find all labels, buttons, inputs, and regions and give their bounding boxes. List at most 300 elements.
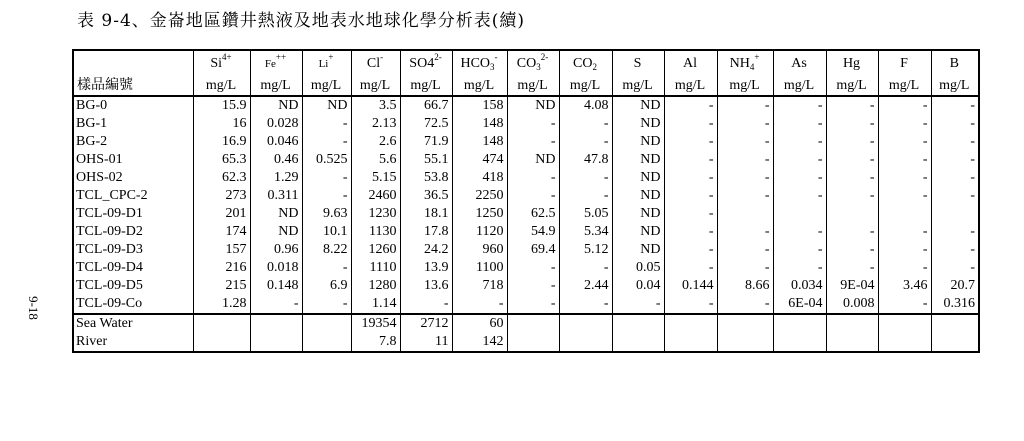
value-cell: 13.9 (400, 259, 452, 277)
column-name: Hg (842, 56, 861, 71)
value-cell: 72.5 (400, 115, 452, 133)
value-cell: ND (612, 96, 664, 115)
value-cell: - (664, 151, 717, 169)
value-cell: 1.29 (250, 169, 302, 187)
column-name: Al (683, 56, 697, 71)
value-cell: 18.1 (400, 205, 452, 223)
sample-id-cell: TCL-09-Co (76, 296, 143, 311)
value-cell: - (559, 133, 612, 151)
value-cell: - (664, 205, 717, 223)
table-row (73, 259, 979, 277)
value-cell: 174 (193, 223, 250, 241)
value-cell: - (452, 295, 507, 314)
value-cell: 55.1 (400, 151, 452, 169)
value-cell: - (773, 96, 826, 115)
value-cell: 9.63 (302, 205, 351, 223)
value-cell: 2.6 (351, 133, 400, 151)
value-cell: - (773, 133, 826, 151)
header-units-row (73, 77, 979, 96)
value-cell: 69.4 (507, 241, 559, 259)
value-cell: ND (612, 241, 664, 259)
value-cell: - (717, 169, 773, 187)
value-cell: - (717, 259, 773, 277)
value-cell (931, 205, 979, 223)
value-cell: - (826, 223, 878, 241)
value-cell: 62.3 (193, 169, 250, 187)
value-cell: 7.8 (351, 333, 400, 352)
column-name: SO4 (409, 56, 435, 71)
value-cell: - (612, 295, 664, 314)
value-cell: 0.311 (250, 187, 302, 205)
value-cell: 11 (400, 333, 452, 352)
value-cell: 158 (452, 96, 507, 115)
table-row (73, 277, 979, 295)
value-cell: 0.04 (612, 277, 664, 295)
value-cell (664, 333, 717, 352)
value-cell: ND (250, 96, 302, 115)
value-cell: ND (507, 151, 559, 169)
value-cell: - (773, 169, 826, 187)
column-unit: mg/L (250, 77, 302, 96)
value-cell: - (878, 241, 931, 259)
value-cell (773, 205, 826, 223)
table-row (73, 187, 979, 205)
value-cell (717, 333, 773, 352)
column-superscript: - (494, 52, 498, 62)
column-name: NH (729, 56, 750, 71)
value-cell: 36.5 (400, 187, 452, 205)
value-cell: 1120 (452, 223, 507, 241)
value-cell: ND (612, 133, 664, 151)
analysis-table (72, 49, 980, 353)
value-cell: - (507, 259, 559, 277)
value-cell (193, 333, 250, 352)
value-cell (302, 333, 351, 352)
value-cell: 148 (452, 115, 507, 133)
column-unit: mg/L (664, 77, 717, 96)
column-unit: mg/L (507, 77, 559, 96)
column-subscript: 4 (749, 62, 755, 72)
value-cell: 0.046 (250, 133, 302, 151)
value-cell: - (773, 187, 826, 205)
value-cell: 5.34 (559, 223, 612, 241)
value-cell (717, 205, 773, 223)
table-row (73, 314, 979, 333)
value-cell: 24.2 (400, 241, 452, 259)
value-cell: 6.9 (302, 277, 351, 295)
value-cell: - (878, 151, 931, 169)
sample-id-cell: TCL-09-D3 (76, 242, 143, 257)
value-cell: - (664, 223, 717, 241)
value-cell: - (717, 133, 773, 151)
value-cell: - (507, 133, 559, 151)
value-cell: 0.148 (250, 277, 302, 295)
value-cell (193, 314, 250, 333)
sample-id-cell: TCL-09-D1 (76, 206, 143, 221)
value-cell: - (826, 115, 878, 133)
value-cell: - (826, 169, 878, 187)
value-cell (612, 333, 664, 352)
value-cell (878, 333, 931, 352)
value-cell: - (717, 115, 773, 133)
column-superscript: 2- (540, 52, 549, 62)
value-cell (878, 314, 931, 333)
value-cell (250, 333, 302, 352)
sample-id-cell: OHS-02 (76, 170, 123, 185)
value-cell: 2460 (351, 187, 400, 205)
value-cell: - (400, 295, 452, 314)
value-cell: - (559, 259, 612, 277)
column-unit: mg/L (931, 77, 979, 96)
value-cell: - (826, 241, 878, 259)
value-cell (250, 314, 302, 333)
value-cell: - (664, 169, 717, 187)
value-cell: 0.46 (250, 151, 302, 169)
value-cell: - (559, 295, 612, 314)
column-header (452, 50, 507, 77)
value-cell: - (664, 241, 717, 259)
value-cell: 71.9 (400, 133, 452, 151)
value-cell (559, 314, 612, 333)
value-cell: 6E-04 (773, 295, 826, 314)
value-cell: 9E-04 (826, 277, 878, 295)
value-cell (664, 314, 717, 333)
sample-id-cell: BG-0 (76, 98, 108, 113)
sample-id-cell: TCL-09-D2 (76, 224, 143, 239)
value-cell: 60 (452, 314, 507, 333)
value-cell (773, 314, 826, 333)
table-row (73, 96, 979, 115)
page-title: 表 9-4、金崙地區鑽井熱液及地表水地球化學分析表(續) (77, 11, 526, 31)
value-cell (826, 205, 878, 223)
column-header (302, 50, 351, 77)
column-unit: mg/L (302, 77, 351, 96)
value-cell: ND (250, 223, 302, 241)
column-header (400, 50, 452, 77)
value-cell: - (878, 133, 931, 151)
value-cell: - (717, 151, 773, 169)
value-cell (826, 333, 878, 352)
column-header (507, 50, 559, 77)
value-cell: - (664, 259, 717, 277)
value-cell: 3.5 (351, 96, 400, 115)
value-cell: 1.28 (193, 295, 250, 314)
value-cell: 201 (193, 205, 250, 223)
value-cell: - (773, 151, 826, 169)
value-cell: 16.9 (193, 133, 250, 151)
value-cell: - (826, 259, 878, 277)
value-cell: 142 (452, 333, 507, 352)
value-cell: 1250 (452, 205, 507, 223)
value-cell: ND (302, 96, 351, 115)
value-cell: 5.12 (559, 241, 612, 259)
value-cell: 718 (452, 277, 507, 295)
column-subscript: 2 (592, 62, 597, 72)
value-cell: - (773, 223, 826, 241)
header-names-row (73, 50, 979, 77)
value-cell: - (302, 169, 351, 187)
value-cell: 2.44 (559, 277, 612, 295)
value-cell: - (507, 187, 559, 205)
value-cell: - (302, 187, 351, 205)
value-cell: - (931, 259, 979, 277)
table-row (73, 115, 979, 133)
column-unit: mg/L (773, 77, 826, 96)
value-cell: ND (507, 96, 559, 115)
column-name: Fe (264, 58, 276, 70)
value-cell: 4.08 (559, 96, 612, 115)
value-cell: - (664, 96, 717, 115)
column-name: Li (318, 58, 329, 70)
column-name: F (900, 56, 908, 71)
column-header (773, 50, 826, 77)
column-header (931, 50, 979, 77)
value-cell (931, 314, 979, 333)
value-cell: 53.8 (400, 169, 452, 187)
value-cell (612, 314, 664, 333)
column-unit: mg/L (826, 77, 878, 96)
value-cell: - (931, 241, 979, 259)
value-cell: - (878, 169, 931, 187)
table-row (73, 223, 979, 241)
sample-id-cell: TCL-09-D4 (76, 260, 143, 275)
sample-id-cell: River (76, 334, 108, 349)
table-row (73, 333, 979, 352)
value-cell: ND (250, 205, 302, 223)
value-cell: - (507, 169, 559, 187)
value-cell (507, 333, 559, 352)
table-row (73, 295, 979, 314)
value-cell: - (717, 223, 773, 241)
value-cell: - (773, 115, 826, 133)
value-cell: 157 (193, 241, 250, 259)
sample-id-cell: OHS-01 (76, 152, 123, 167)
value-cell: 47.8 (559, 151, 612, 169)
value-cell: 17.8 (400, 223, 452, 241)
value-cell: 66.7 (400, 96, 452, 115)
value-cell: 1130 (351, 223, 400, 241)
column-header (826, 50, 878, 77)
value-cell: 1260 (351, 241, 400, 259)
value-cell: 0.018 (250, 259, 302, 277)
value-cell: - (773, 259, 826, 277)
value-cell: - (931, 169, 979, 187)
column-unit: mg/L (351, 77, 400, 96)
column-unit: mg/L (400, 77, 452, 96)
value-cell: - (664, 115, 717, 133)
value-cell (559, 333, 612, 352)
column-subscript: 3 (536, 62, 541, 72)
value-cell: 3.46 (878, 277, 931, 295)
value-cell: - (664, 133, 717, 151)
surface-water-body (73, 314, 979, 352)
column-unit: mg/L (717, 77, 773, 96)
column-unit: mg/L (878, 77, 931, 96)
value-cell: 474 (452, 151, 507, 169)
sample-id-cell: Sea Water (73, 314, 193, 333)
value-cell: 148 (452, 133, 507, 151)
value-cell: 19354 (351, 314, 400, 333)
value-cell: 2.13 (351, 115, 400, 133)
value-cell (507, 314, 559, 333)
value-cell (826, 314, 878, 333)
column-superscript: 4+ (222, 52, 232, 62)
value-cell: - (559, 187, 612, 205)
value-cell: 54.9 (507, 223, 559, 241)
column-superscript: ++ (275, 52, 287, 62)
value-cell: 13.6 (400, 277, 452, 295)
column-superscript: - (380, 52, 384, 62)
column-header (193, 50, 250, 77)
table-row (73, 241, 979, 259)
column-name: S (633, 56, 642, 71)
column-superscript: 2- (434, 52, 442, 62)
table-row (73, 133, 979, 151)
value-cell: 5.05 (559, 205, 612, 223)
value-cell: - (826, 96, 878, 115)
value-cell: - (878, 115, 931, 133)
value-cell: - (302, 133, 351, 151)
sample-id-cell: TCL-09-D5 (76, 278, 143, 293)
column-name: HCO (460, 56, 491, 71)
value-cell: - (826, 187, 878, 205)
value-cell: 2712 (400, 314, 452, 333)
value-cell: - (826, 151, 878, 169)
column-header (250, 50, 302, 77)
header-blank-cell (73, 50, 193, 77)
value-cell: 1.14 (351, 295, 400, 314)
value-cell: - (878, 295, 931, 314)
column-name: B (949, 56, 959, 71)
value-cell: - (250, 295, 302, 314)
column-subscript: 3 (490, 62, 495, 72)
sample-id-header: 樣品編號 (73, 77, 193, 96)
column-superscript: + (328, 52, 334, 62)
value-cell: - (931, 187, 979, 205)
value-cell: - (302, 115, 351, 133)
value-cell: - (559, 115, 612, 133)
value-cell (878, 205, 931, 223)
value-cell: 1230 (351, 205, 400, 223)
value-cell: 1100 (452, 259, 507, 277)
value-cell: 8.66 (717, 277, 773, 295)
table-row (73, 205, 979, 223)
value-cell: 1110 (351, 259, 400, 277)
value-cell: 0.008 (826, 295, 878, 314)
value-cell: 273 (193, 187, 250, 205)
value-cell: 216 (193, 259, 250, 277)
value-cell: 418 (452, 169, 507, 187)
value-cell: 20.7 (931, 277, 979, 295)
value-cell: ND (612, 187, 664, 205)
value-cell: - (931, 115, 979, 133)
value-cell: - (302, 259, 351, 277)
value-cell: - (664, 295, 717, 314)
value-cell: 62.5 (507, 205, 559, 223)
value-cell: 0.525 (302, 151, 351, 169)
column-name: CO (573, 56, 593, 71)
value-cell: - (878, 259, 931, 277)
value-cell: 5.15 (351, 169, 400, 187)
value-cell: ND (612, 223, 664, 241)
value-cell: ND (612, 205, 664, 223)
column-header (878, 50, 931, 77)
value-cell: - (507, 295, 559, 314)
value-cell: - (717, 187, 773, 205)
value-cell (773, 333, 826, 352)
value-cell: ND (612, 169, 664, 187)
value-cell: - (507, 115, 559, 133)
table-row (73, 169, 979, 187)
column-header (717, 50, 773, 77)
value-cell: - (507, 277, 559, 295)
value-cell: 0.028 (250, 115, 302, 133)
column-header (351, 50, 400, 77)
data-body (73, 96, 979, 314)
value-cell: - (878, 96, 931, 115)
column-unit: mg/L (612, 77, 664, 96)
value-cell: - (931, 151, 979, 169)
column-name: As (791, 56, 807, 71)
value-cell: - (931, 133, 979, 151)
value-cell: ND (612, 115, 664, 133)
value-cell: - (773, 241, 826, 259)
value-cell: 0.05 (612, 259, 664, 277)
column-unit: mg/L (559, 77, 612, 96)
value-cell: - (717, 295, 773, 314)
value-cell: - (931, 96, 979, 115)
value-cell: 10.1 (302, 223, 351, 241)
value-cell: 15.9 (193, 96, 250, 115)
value-cell: - (878, 187, 931, 205)
sample-id-cell: BG-1 (76, 116, 108, 131)
value-cell: 8.22 (302, 241, 351, 259)
sample-id-cell: BG-2 (76, 134, 108, 149)
value-cell: 1280 (351, 277, 400, 295)
value-cell: 215 (193, 277, 250, 295)
value-cell: 0.144 (664, 277, 717, 295)
value-cell: 16 (193, 115, 250, 133)
column-name: CO (516, 56, 537, 71)
column-name: Cl (366, 56, 381, 71)
value-cell: ND (612, 151, 664, 169)
sample-id-cell: TCL_CPC-2 (76, 188, 148, 203)
column-header (664, 50, 717, 77)
column-unit: mg/L (452, 77, 507, 96)
value-cell: 0.316 (931, 295, 979, 314)
column-name: Si (210, 56, 223, 71)
value-cell: - (302, 295, 351, 314)
side-page-number: 9-18 (25, 296, 41, 320)
value-cell: 2250 (452, 187, 507, 205)
value-cell: 0.96 (250, 241, 302, 259)
value-cell: - (931, 223, 979, 241)
column-header (612, 50, 664, 77)
value-cell: 5.6 (351, 151, 400, 169)
column-superscript: + (754, 52, 760, 62)
value-cell (717, 314, 773, 333)
value-cell: - (826, 133, 878, 151)
column-header (559, 50, 612, 77)
column-unit: mg/L (193, 77, 250, 96)
value-cell: - (559, 169, 612, 187)
table-row (73, 151, 979, 169)
value-cell (302, 314, 351, 333)
value-cell: 960 (452, 241, 507, 259)
value-cell: - (717, 96, 773, 115)
value-cell: - (717, 241, 773, 259)
value-cell: 0.034 (773, 277, 826, 295)
